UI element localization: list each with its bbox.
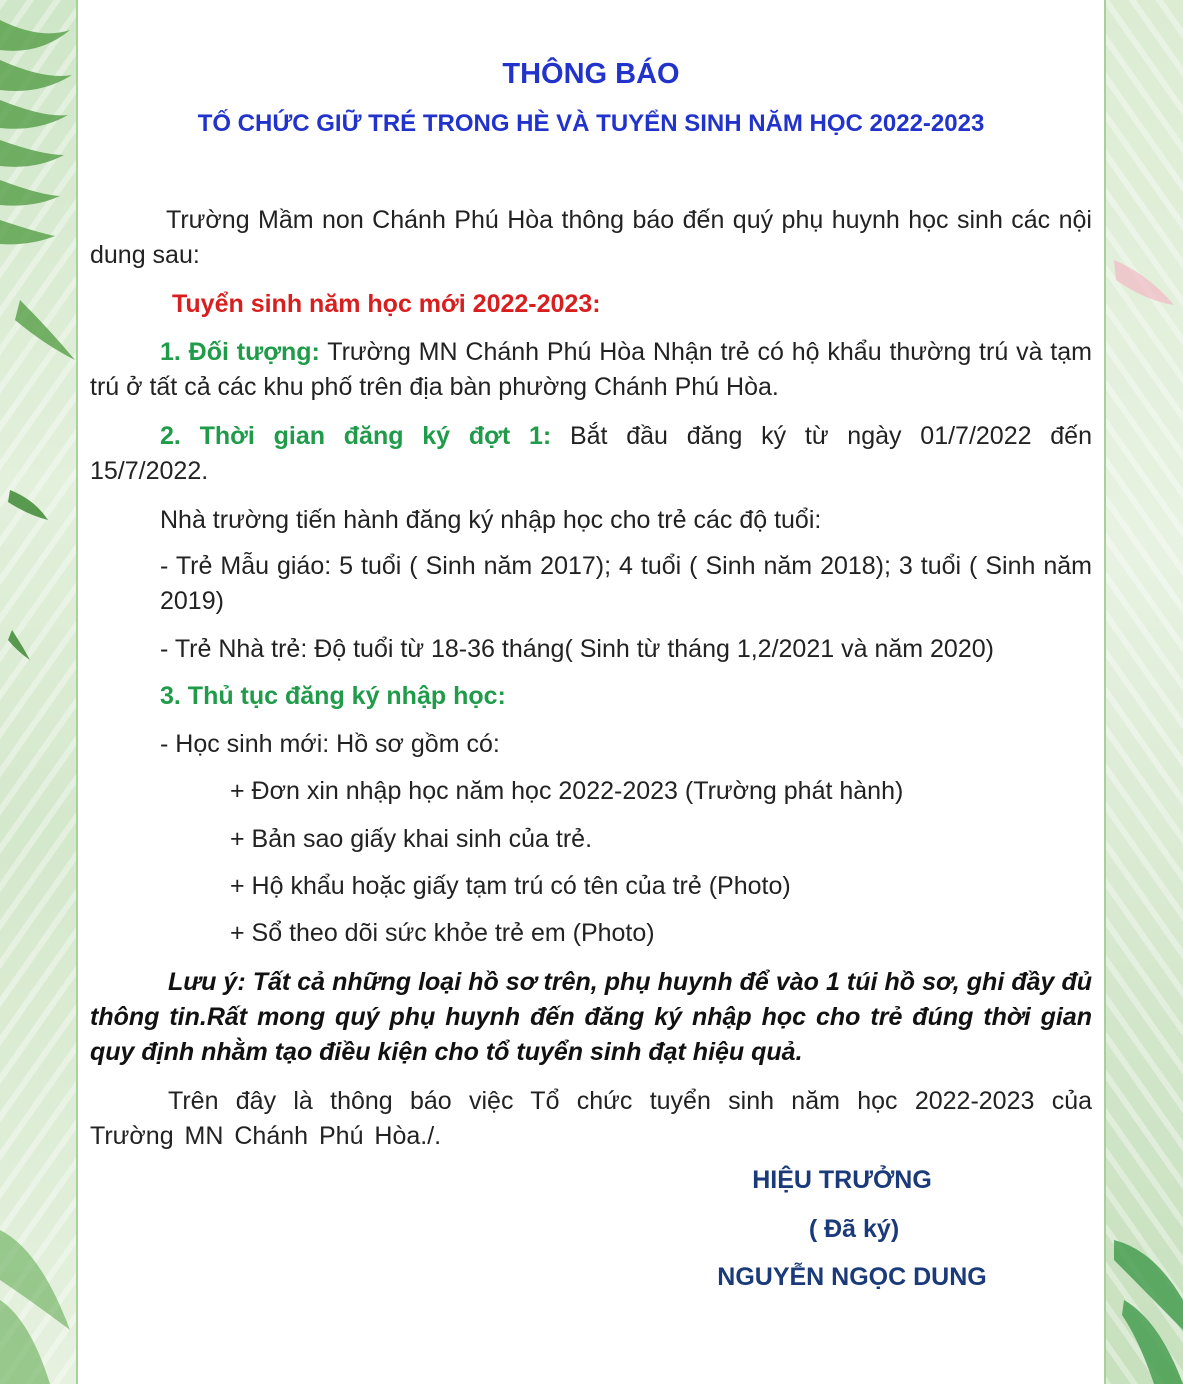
age-kindergarten: - Trẻ Mẫu giáo: 5 tuổi ( Sinh năm 2017); 4 tuổi ( Sinh năm 2018); 3 tuổi ( Sinh năm 2019) (160, 552, 1092, 615)
age-nursery: - Trẻ Nhà trẻ: Độ tuổi từ 18-36 tháng( Sinh từ tháng 1,2/2021 và năm 2020) (160, 635, 994, 663)
document-page (78, 0, 1104, 1384)
intro-paragraph: Trường Mầm non Chánh Phú Hòa thông báo đến quý phụ huynh học sinh các nội dung sau: (90, 206, 1092, 269)
document-item: + Đơn xin nhập học năm học 2022-2023 (Trường phát hành) (230, 777, 904, 805)
item-registration-time-text: Bắt đầu đăng ký từ ngày 01/7/2022 đến 15/7/2022. (90, 422, 1092, 485)
document-item: + Hộ khẩu hoặc giấy tạm trú có tên của trẻ (Photo) (230, 872, 791, 900)
new-students-line: - Học sinh mới: Hồ sơ gồm có: (160, 730, 500, 758)
document-item: + Bản sao giấy khai sinh của trẻ. (230, 825, 593, 853)
document-item: + Sổ theo dõi sức khỏe trẻ em (Photo) (230, 919, 655, 947)
ages-intro: Nhà trường tiến hành đăng ký nhập học cho trẻ các độ tuổi: (160, 506, 822, 534)
right-decorative-border (1104, 0, 1183, 1384)
item-procedure-label: 3. Thủ tục đăng ký nhập học: (160, 682, 506, 710)
closing-paragraph: Trên đây là thông báo việc Tổ chức tuyển sinh năm học 2022-2023 của Trường MN Chánh Phú Hòa./. (90, 1087, 1092, 1150)
signature-status: ( Đã ký) (808, 1215, 900, 1243)
note-paragraph: Lưu ý: Tất cả những loại hồ sơ trên, phụ huynh để vào 1 túi hồ sơ, ghi đầy đủ thông tin.Rất mong quý phụ huynh đến đăng ký nhập học cho trẻ đúng thời gian quy định nhằm tạo điều kiện cho tổ tuyển sinh đạt hiệu quả. (90, 968, 1092, 1066)
signature-role: HIỆU TRƯỞNG (752, 1166, 932, 1194)
section-heading: Tuyển sinh năm học mới 2022-2023: (172, 290, 601, 318)
item-target-text: Trường MN Chánh Phú Hòa Nhận trẻ có hộ khẩu thường trú và tạm trú ở tất cả các khu phố trên địa bàn phường Chánh Phú Hòa. (90, 338, 1092, 401)
signature-name: NGUYỄN NGỌC DUNG (717, 1263, 987, 1291)
item-registration-time-label: 2. Thời gian đăng ký đợt 1: (160, 422, 552, 450)
fern-leaf-icon (0, 0, 78, 1384)
bamboo-leaf-icon (1104, 0, 1183, 1384)
left-decorative-border (0, 0, 78, 1384)
page-title: THÔNG BÁO (502, 58, 680, 90)
right-border-line (1104, 0, 1106, 1384)
item-target-label: 1. Đối tượng: (160, 338, 320, 366)
item-target-paragraph (90, 335, 1092, 405)
page-subtitle: TỐ CHỨC GIỮ TRÉ TRONG HÈ VÀ TUYỂN SINH NĂM HỌC 2022-2023 (197, 110, 985, 137)
item-registration-time-paragraph (90, 419, 1092, 489)
